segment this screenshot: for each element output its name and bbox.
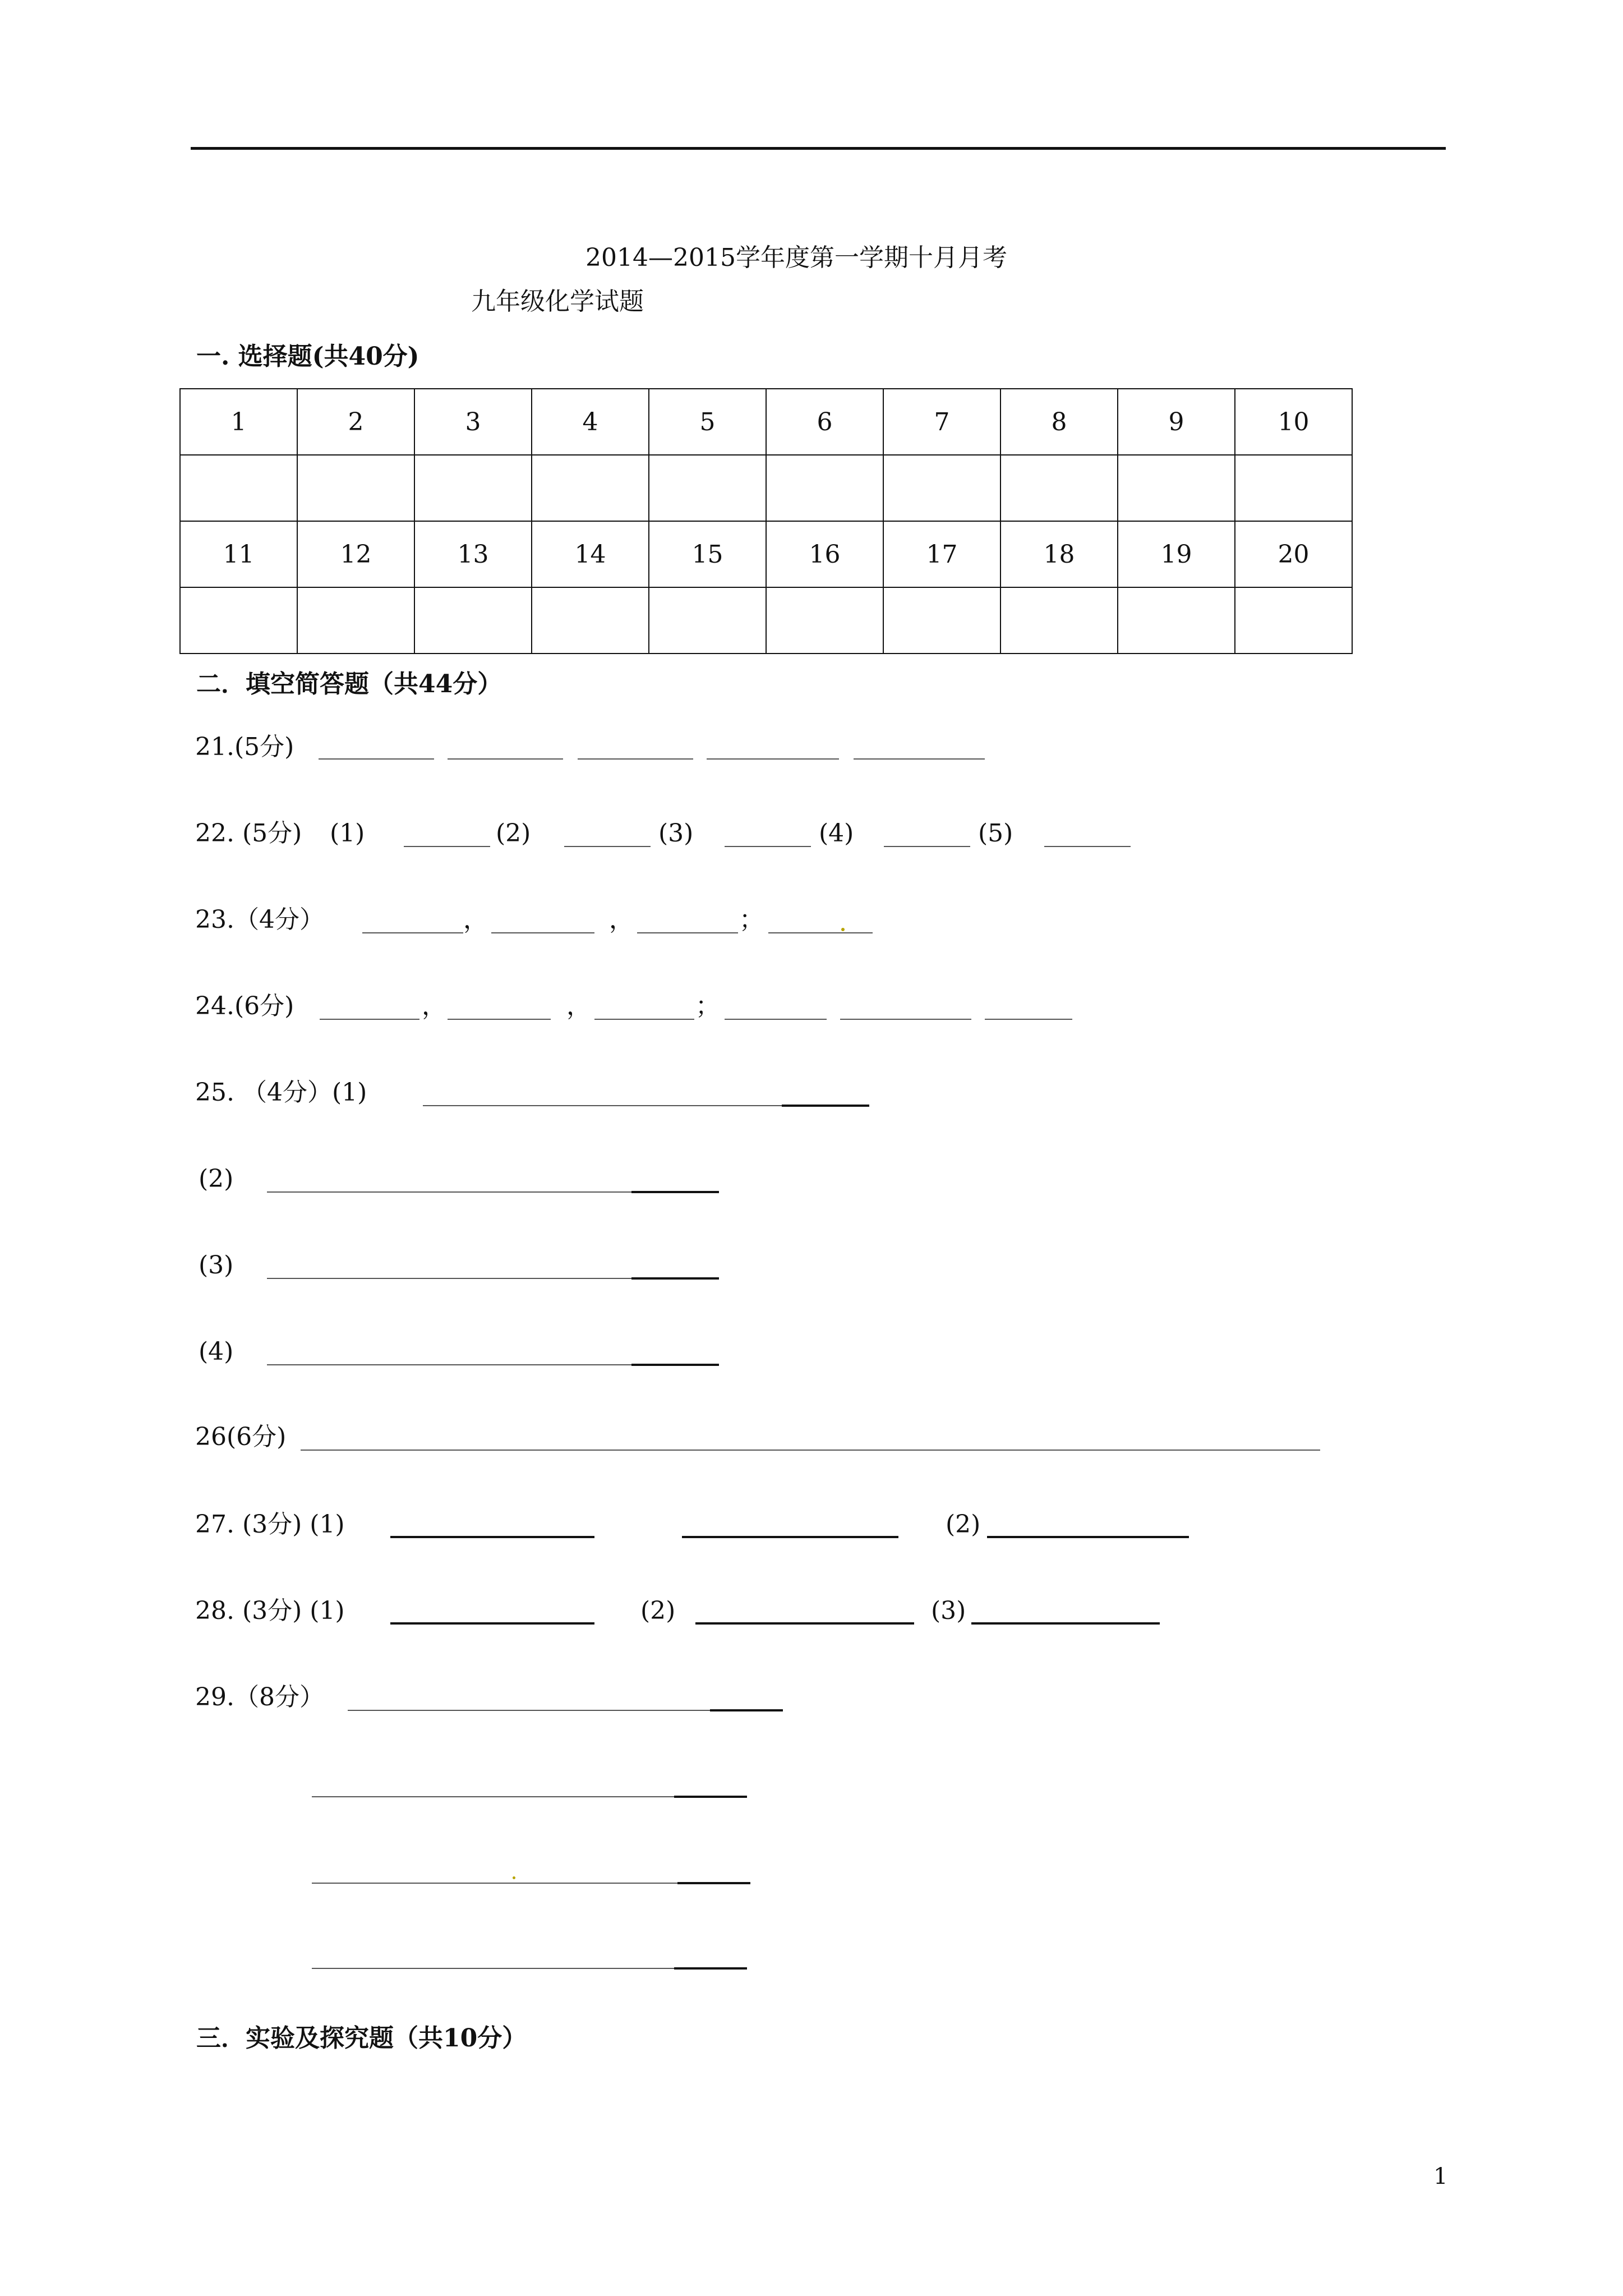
q25-part-3: (3) bbox=[199, 1251, 234, 1280]
grid-cell-number: 5 bbox=[649, 389, 766, 455]
q22-label: 22. (5分) bbox=[195, 819, 302, 848]
grid-cell-number: 8 bbox=[1000, 389, 1118, 455]
grid-cell-number: 9 bbox=[1118, 389, 1235, 455]
q24-blank-6[interactable] bbox=[985, 1019, 1072, 1020]
q27-label: 27. (3分) (1) bbox=[195, 1510, 345, 1539]
q21-blank-1[interactable] bbox=[319, 758, 434, 760]
grid-answer-cell[interactable] bbox=[1000, 455, 1118, 521]
q22-blank-2[interactable] bbox=[564, 846, 651, 847]
q22-part-4: (4) bbox=[819, 819, 854, 848]
q28-blank-2[interactable] bbox=[695, 1622, 914, 1625]
q25-label: 25. （4分）(1) bbox=[195, 1078, 367, 1107]
ink-dot bbox=[841, 928, 845, 931]
q23-separator-3: ； bbox=[739, 905, 764, 934]
grid-answer-cell[interactable] bbox=[766, 587, 883, 654]
grid-answer-cell[interactable] bbox=[414, 455, 532, 521]
q23-label: 23.（4分） bbox=[195, 905, 324, 934]
q27-blank-3[interactable] bbox=[987, 1536, 1189, 1538]
grid-row-numbers-2 bbox=[180, 521, 1352, 587]
q24-blank-4[interactable] bbox=[725, 1019, 827, 1020]
grid-cell-number: 12 bbox=[297, 521, 414, 587]
grid-cell-number: 15 bbox=[649, 521, 766, 587]
grid-answer-cell[interactable] bbox=[414, 587, 532, 654]
q28-label: 28. (3分) (1) bbox=[195, 1596, 345, 1625]
grid-cell-number: 20 bbox=[1235, 521, 1352, 587]
q26-blank[interactable] bbox=[301, 1450, 1320, 1451]
grid-cell-number: 1 bbox=[180, 389, 297, 455]
q25-part-2: (2) bbox=[199, 1165, 234, 1193]
q21-label: 21.(5分) bbox=[195, 733, 294, 761]
q29-blank-2-end bbox=[674, 1796, 747, 1798]
q26-label: 26(6分) bbox=[195, 1423, 287, 1451]
q24-blank-2[interactable] bbox=[448, 1019, 551, 1020]
grid-answer-cell[interactable] bbox=[532, 587, 649, 654]
q29-blank-3[interactable] bbox=[312, 1883, 677, 1884]
q21-blank-4[interactable] bbox=[707, 758, 839, 760]
q22-part-5: (5) bbox=[978, 819, 1013, 848]
q28-blank-3[interactable] bbox=[971, 1622, 1160, 1625]
grid-cell-number: 6 bbox=[766, 389, 883, 455]
q29-blank-4[interactable] bbox=[312, 1968, 674, 1969]
q29-label: 29.（8分） bbox=[195, 1683, 324, 1711]
q29-blank-2[interactable] bbox=[312, 1796, 674, 1797]
grid-cell-number: 17 bbox=[883, 521, 1000, 587]
grid-answer-cell[interactable] bbox=[297, 455, 414, 521]
q25-blank-1-end bbox=[782, 1105, 869, 1107]
q29-blank-4-end bbox=[674, 1967, 747, 1970]
header-rule bbox=[191, 147, 1446, 150]
grid-answer-cell[interactable] bbox=[649, 455, 766, 521]
q27-part-2: (2) bbox=[946, 1510, 981, 1539]
grid-answer-cell[interactable] bbox=[1235, 587, 1352, 654]
grid-answer-cell[interactable] bbox=[532, 455, 649, 521]
grid-cell-number: 4 bbox=[532, 389, 649, 455]
grid-cell-number: 11 bbox=[180, 521, 297, 587]
grid-answer-cell[interactable] bbox=[1118, 587, 1235, 654]
q25-blank-2[interactable] bbox=[267, 1191, 631, 1193]
ink-dot bbox=[513, 1876, 515, 1879]
q21-blank-2[interactable] bbox=[448, 758, 563, 760]
grid-answer-cell[interactable] bbox=[1118, 455, 1235, 521]
grid-cell-number: 2 bbox=[297, 389, 414, 455]
q23-separator-1: ， bbox=[463, 905, 488, 934]
q25-blank-4-end bbox=[631, 1364, 719, 1366]
q24-separator-1: ， bbox=[422, 992, 446, 1020]
q23-blank-4[interactable] bbox=[768, 932, 873, 933]
q24-label: 24.(6分) bbox=[195, 992, 294, 1020]
grid-answer-cell[interactable] bbox=[649, 587, 766, 654]
q29-blank-1-end bbox=[710, 1709, 783, 1711]
q22-blank-5[interactable] bbox=[1044, 846, 1131, 847]
q29-blank-3-end bbox=[677, 1882, 750, 1884]
q21-blank-5[interactable] bbox=[854, 758, 985, 760]
grid-answer-cell[interactable] bbox=[766, 455, 883, 521]
answer-grid bbox=[179, 388, 1353, 654]
q22-part-1: (1) bbox=[330, 819, 365, 848]
q25-blank-4[interactable] bbox=[267, 1364, 631, 1365]
exam-title: 2014—2015学年度第一学期十月月考 bbox=[585, 243, 1007, 272]
q25-part-4: (4) bbox=[199, 1337, 234, 1366]
grid-cell-number: 3 bbox=[414, 389, 532, 455]
page-number: 1 bbox=[1433, 2164, 1448, 2189]
q28-blank-1[interactable] bbox=[390, 1622, 594, 1625]
grid-cell-number: 14 bbox=[532, 521, 649, 587]
grid-cell-number: 7 bbox=[883, 389, 1000, 455]
grid-answer-cell[interactable] bbox=[1235, 455, 1352, 521]
grid-answer-cell[interactable] bbox=[297, 587, 414, 654]
q29-blank-1[interactable] bbox=[348, 1710, 710, 1711]
section2-heading: 二．填空简答题（共44分） bbox=[196, 670, 502, 698]
q24-blank-5[interactable] bbox=[840, 1019, 971, 1020]
exam-subtitle: 九年级化学试题 bbox=[471, 287, 644, 316]
grid-answer-cell[interactable] bbox=[883, 455, 1000, 521]
q23-blank-2[interactable] bbox=[491, 932, 594, 933]
q25-blank-3[interactable] bbox=[267, 1278, 631, 1279]
grid-answer-cell[interactable] bbox=[180, 587, 297, 654]
grid-answer-cell[interactable] bbox=[180, 455, 297, 521]
q23-separator-2: ， bbox=[609, 905, 634, 934]
q23-blank-1[interactable] bbox=[362, 932, 463, 933]
q22-blank-1[interactable] bbox=[404, 846, 490, 847]
q24-separator-2: ， bbox=[566, 992, 591, 1020]
grid-cell-number: 19 bbox=[1118, 521, 1235, 587]
q24-blank-1[interactable] bbox=[320, 1019, 419, 1020]
q22-part-3: (3) bbox=[658, 819, 694, 848]
grid-answer-cell[interactable] bbox=[1000, 587, 1118, 654]
grid-cell-number: 10 bbox=[1235, 389, 1352, 455]
section3-heading: 三．实验及探究题（共10分） bbox=[196, 2024, 527, 2053]
grid-cell-number: 16 bbox=[766, 521, 883, 587]
grid-row-answers-2 bbox=[180, 587, 1352, 654]
q28-part-2: (2) bbox=[640, 1596, 676, 1625]
q25-blank-3-end bbox=[631, 1277, 719, 1280]
q21-blank-3[interactable] bbox=[578, 758, 693, 760]
q24-blank-3[interactable] bbox=[594, 1019, 694, 1020]
q22-blank-3[interactable] bbox=[725, 846, 811, 847]
q22-part-2: (2) bbox=[496, 819, 531, 848]
q25-blank-1[interactable] bbox=[423, 1105, 782, 1106]
q25-blank-2-end bbox=[631, 1191, 719, 1193]
grid-cell-number: 13 bbox=[414, 521, 532, 587]
q27-blank-1[interactable] bbox=[390, 1536, 594, 1538]
q24-separator-3: ； bbox=[695, 992, 720, 1020]
q27-blank-2[interactable] bbox=[682, 1536, 898, 1538]
grid-answer-cell[interactable] bbox=[883, 587, 1000, 654]
grid-row-numbers-1 bbox=[180, 389, 1352, 455]
q23-blank-3[interactable] bbox=[637, 932, 738, 933]
grid-row-answers-1 bbox=[180, 455, 1352, 521]
section1-heading: 一. 选择题(共40分) bbox=[196, 342, 419, 371]
grid-cell-number: 18 bbox=[1000, 521, 1118, 587]
q28-part-3: (3) bbox=[931, 1596, 966, 1625]
q22-blank-4[interactable] bbox=[884, 846, 970, 847]
